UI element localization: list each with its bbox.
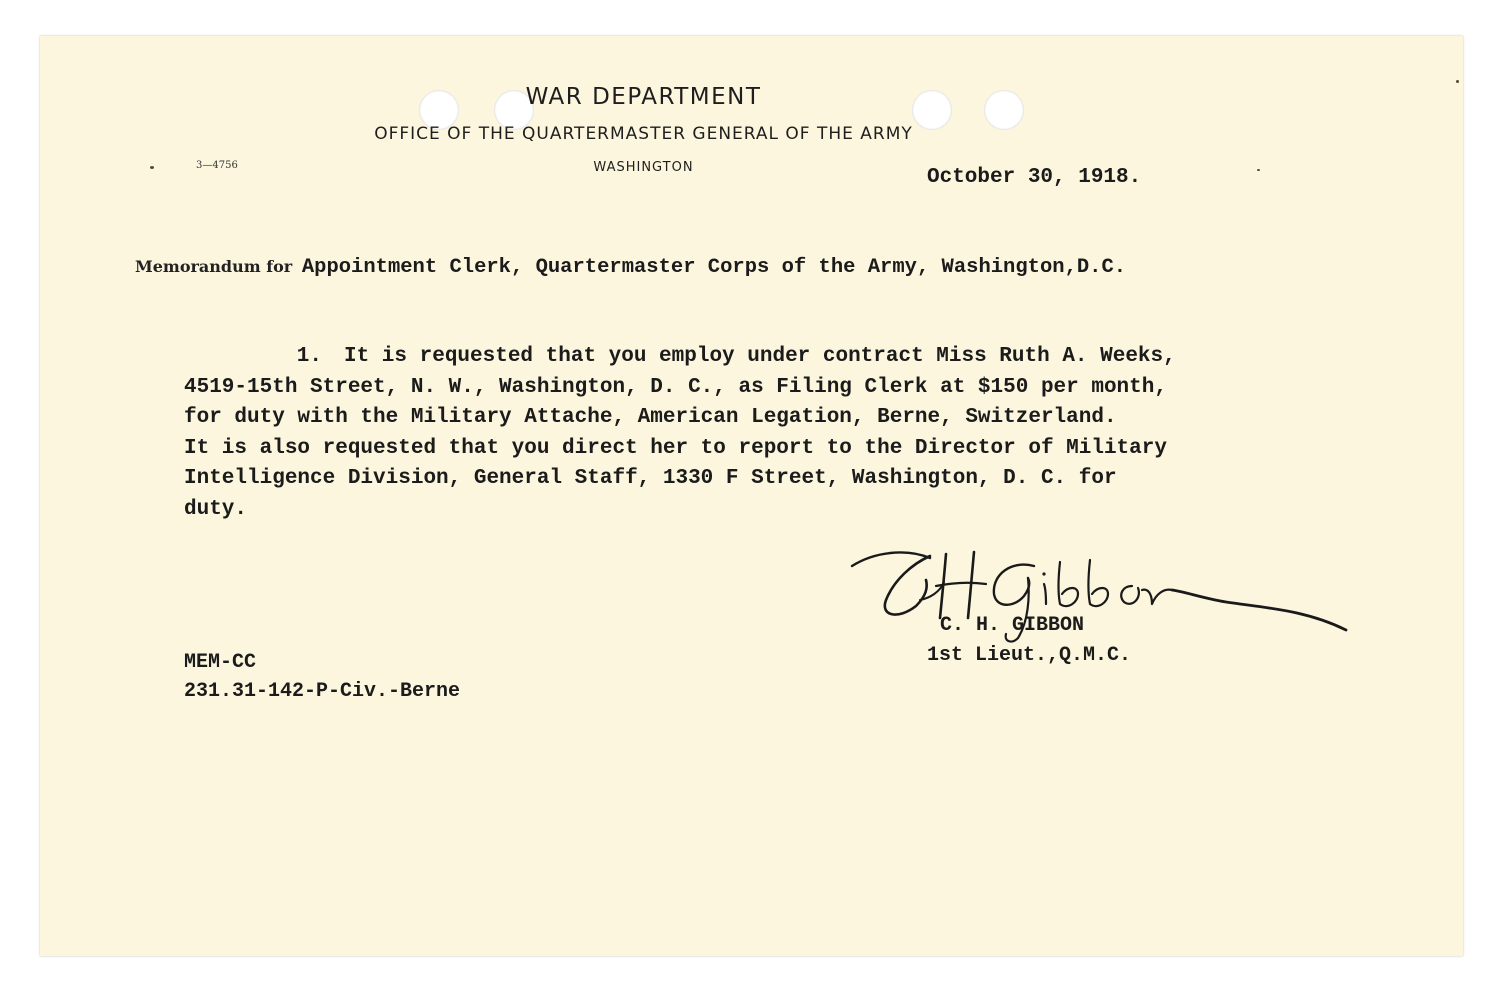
letterhead-office: OFFICE OF THE QUARTERMASTER GENERAL OF THE ARMY [374, 124, 913, 144]
paper-speck [1456, 80, 1459, 83]
letterhead-city: WASHINGTON [593, 160, 694, 175]
handwritten-signature [846, 538, 1356, 648]
body-line: for duty with the Military Attache, American Legation, Berne, Switzerland. [184, 406, 1117, 429]
document-page [40, 36, 1463, 956]
file-code: MEM-CC [184, 651, 257, 674]
signatory-title: 1st Lieut.,Q.M.C. [927, 644, 1132, 667]
memo-body [184, 342, 1424, 525]
paragraph-number: 1. [296, 345, 322, 368]
body-line: Intelligence Division, General Staff, 1330 F Street, Washington, D. C. for [184, 467, 1117, 490]
body-line: 4519-15th Street, N. W., Washington, D. C., as Filing Clerk at $150 per month, [184, 375, 1167, 399]
memo-header [135, 256, 1126, 279]
paper-speck [1257, 169, 1260, 171]
paper-speck [150, 166, 154, 169]
file-number: 231.31-142-P-Civ.-Berne [184, 680, 461, 703]
body-line: duty. [184, 497, 248, 521]
memo-recipient: Appointment Clerk, Quartermaster Corps of the Army, Washington,D.C. [301, 256, 1127, 279]
body-line: It is also requested that you direct her to report to the Director of Military [184, 436, 1167, 460]
memo-prefix: Memorandum for [135, 257, 293, 276]
letterhead-department: WAR DEPARTMENT [525, 84, 762, 110]
form-number: 3—4756 [196, 160, 238, 171]
memo-date: October 30, 1918. [927, 166, 1142, 189]
signatory-name: C. H. GIBBON [940, 614, 1085, 637]
body-line: It is requested that you employ under contract Miss Ruth A. Weeks, [344, 345, 1176, 368]
file-reference [184, 648, 460, 706]
